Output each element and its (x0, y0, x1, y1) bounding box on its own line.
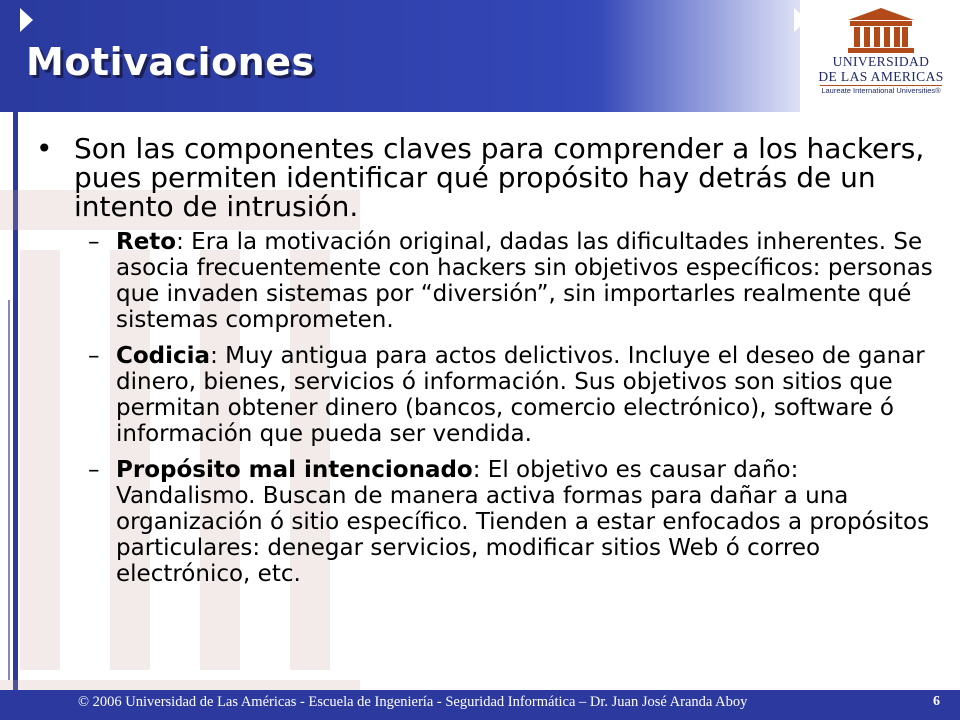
header-fade (600, 0, 810, 112)
main-bullet-text: Son las componentes claves para comprender a los hackers, pues permiten identificar qué propósito hay detrás de un intento de intrusión. (74, 132, 925, 223)
footer-copyright: © 2006 Universidad de Las Américas - Escuela de Ingeniería - Seguridad Informática – Dr. Juan José Aranda Aboy (78, 694, 748, 710)
dash-icon: – (88, 229, 100, 255)
slide-content (36, 134, 936, 587)
bullet-icon: • (36, 132, 53, 165)
sub-item-text: : El objetivo es causar daño: Vandalismo. Buscan de manera activa formas para dañar a una organización ó sitio específico. Tienden a estar enfocados a propósitos particulares: denegar servicios, modificar sitios Web ó correo electrónico, etc. (116, 457, 930, 587)
logo-line-1: UNIVERSIDAD (832, 54, 930, 69)
sub-item-text: : Era la motivación original, dadas las dificultades inherentes. Se asocia frecuentemente con hackers sin objetivos específicos: personas que invaden sistemas por “diversión”, sin importarles realmente qué sistemas comprometen. (116, 229, 933, 333)
sub-item-proposito (36, 457, 936, 587)
sub-item-term: Reto (116, 229, 177, 255)
sub-item-term: Propósito mal intencionado (116, 457, 473, 483)
temple-icon (808, 6, 954, 54)
slide-title: Motivaciones (26, 40, 315, 84)
main-bullet (36, 134, 936, 221)
dash-icon: – (88, 457, 100, 483)
logo-line-3: Laureate International Universities® (821, 86, 941, 95)
sub-item-text: : Muy antigua para actos delictivos. Incluye el deseo de ganar dinero, bienes, servicios ó información. Sus objetivos son sitios que permitan obtener dinero (bancos, comercio electrónico), software ó información que pueda ser vendida. (116, 343, 925, 447)
play-arrow-icon (20, 8, 33, 32)
logo-line-2: DE LAS AMERICAS (818, 69, 944, 84)
sub-item-codicia (36, 343, 936, 447)
page-number: 6 (933, 694, 940, 709)
sub-item-reto (36, 229, 936, 333)
dash-icon: – (88, 343, 100, 369)
university-logo (808, 6, 954, 106)
play-arrow-icon-right (794, 8, 807, 32)
sub-item-term: Codicia (116, 343, 211, 369)
